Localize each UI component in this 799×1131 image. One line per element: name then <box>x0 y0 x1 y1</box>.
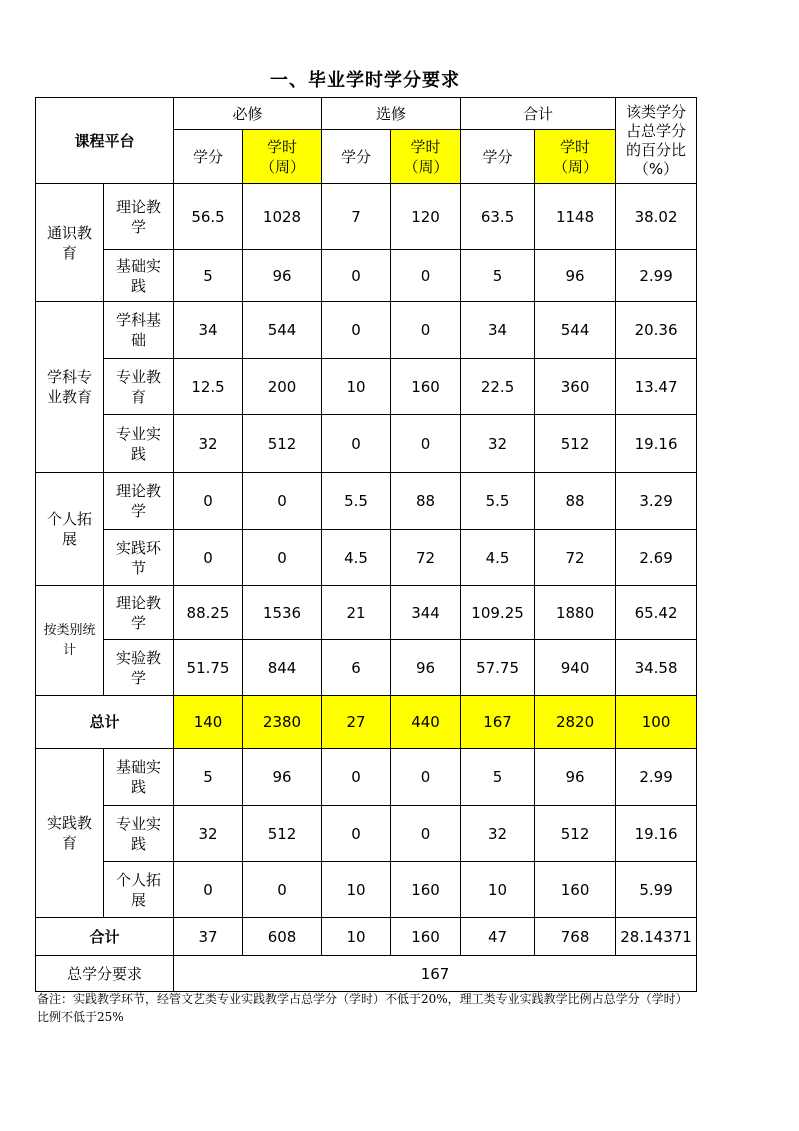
cell: 2820 <box>535 696 616 749</box>
elective-hours-header: 学时（周） <box>391 130 461 184</box>
footnote: 备注：实践教学环节，经管文艺类专业实践教学占总学分（学时）不低于20%，理工类专业实践教学比例占总学分（学时）比例不低于25% <box>37 992 688 1024</box>
cell: 4.5 <box>461 530 535 586</box>
cell: 0 <box>243 473 322 530</box>
table-row <box>36 862 697 918</box>
cell: 0 <box>322 415 391 473</box>
row-label: 理论教学 <box>104 184 174 250</box>
cell: 140 <box>174 696 243 749</box>
table-row <box>36 473 697 530</box>
cell: 3.29 <box>616 473 697 530</box>
total-credits-row <box>36 956 697 992</box>
cell: 19.16 <box>616 415 697 473</box>
cell: 2.69 <box>616 530 697 586</box>
cell: 0 <box>322 749 391 806</box>
cell: 27 <box>322 696 391 749</box>
cell: 88 <box>535 473 616 530</box>
cell: 32 <box>174 415 243 473</box>
cell: 544 <box>243 302 322 359</box>
cell: 7 <box>322 184 391 250</box>
cell: 608 <box>243 918 322 956</box>
cell: 512 <box>535 806 616 862</box>
required-credit-header: 学分 <box>174 130 243 184</box>
cell: 0 <box>174 862 243 918</box>
cell: 5 <box>461 250 535 302</box>
cell: 5 <box>174 250 243 302</box>
cell: 940 <box>535 640 616 696</box>
cell: 28.14371 <box>616 918 697 956</box>
credit-requirements-table <box>35 97 697 992</box>
cell: 10 <box>461 862 535 918</box>
cell: 57.75 <box>461 640 535 696</box>
cell: 160 <box>391 862 461 918</box>
practice-total-label: 合计 <box>36 918 174 956</box>
cell: 512 <box>243 415 322 473</box>
cell: 4.5 <box>322 530 391 586</box>
table-row <box>36 586 697 640</box>
platform-header: 课程平台 <box>36 98 174 184</box>
cell: 51.75 <box>174 640 243 696</box>
cell: 440 <box>391 696 461 749</box>
table-row <box>36 640 697 696</box>
cell: 96 <box>535 749 616 806</box>
grand-total-label: 总计 <box>36 696 174 749</box>
cell: 63.5 <box>461 184 535 250</box>
cell: 5.5 <box>461 473 535 530</box>
cell: 344 <box>391 586 461 640</box>
cell: 0 <box>391 415 461 473</box>
cell: 360 <box>535 359 616 415</box>
cell: 1536 <box>243 586 322 640</box>
cell: 0 <box>391 250 461 302</box>
cell: 88 <box>391 473 461 530</box>
row-label: 理论教学 <box>104 586 174 640</box>
cell: 21 <box>322 586 391 640</box>
cell: 120 <box>391 184 461 250</box>
cell: 96 <box>535 250 616 302</box>
cell: 0 <box>322 302 391 359</box>
cell: 160 <box>391 359 461 415</box>
group-major: 学科专业教育 <box>36 302 104 473</box>
cell: 0 <box>243 530 322 586</box>
row-label: 基础实践 <box>104 250 174 302</box>
cell: 0 <box>174 473 243 530</box>
cell: 32 <box>461 415 535 473</box>
cell: 32 <box>461 806 535 862</box>
cell: 38.02 <box>616 184 697 250</box>
row-label: 学科基础 <box>104 302 174 359</box>
cell: 5 <box>461 749 535 806</box>
cell: 37 <box>174 918 243 956</box>
cell: 1028 <box>243 184 322 250</box>
cell: 0 <box>391 749 461 806</box>
cell: 65.42 <box>616 586 697 640</box>
group-bytype: 按类别统计 <box>36 586 104 696</box>
row-label: 专业实践 <box>104 415 174 473</box>
cell: 2380 <box>243 696 322 749</box>
table-row <box>36 749 697 806</box>
cell: 6 <box>322 640 391 696</box>
cell: 96 <box>243 749 322 806</box>
cell: 167 <box>461 696 535 749</box>
row-label: 实践环节 <box>104 530 174 586</box>
cell: 1880 <box>535 586 616 640</box>
group-general: 通识教育 <box>36 184 104 302</box>
cell: 72 <box>535 530 616 586</box>
cell: 100 <box>616 696 697 749</box>
total-hours-header: 学时（周） <box>535 130 616 184</box>
cell: 544 <box>535 302 616 359</box>
percent-header: 该类学分占总学分的百分比（%） <box>616 98 697 184</box>
cell: 200 <box>243 359 322 415</box>
row-label: 理论教学 <box>104 473 174 530</box>
row-label: 个人拓展 <box>104 862 174 918</box>
cell: 2.99 <box>616 250 697 302</box>
cell: 0 <box>391 302 461 359</box>
cell: 160 <box>535 862 616 918</box>
table-row <box>36 530 697 586</box>
group-personal: 个人拓展 <box>36 473 104 586</box>
table-row <box>36 415 697 473</box>
cell: 34 <box>174 302 243 359</box>
cell: 13.47 <box>616 359 697 415</box>
table-row <box>36 250 697 302</box>
cell: 5.5 <box>322 473 391 530</box>
cell: 0 <box>322 250 391 302</box>
total-credits-value: 167 <box>174 956 697 992</box>
cell: 22.5 <box>461 359 535 415</box>
total-header: 合计 <box>461 98 616 130</box>
cell: 72 <box>391 530 461 586</box>
cell: 1148 <box>535 184 616 250</box>
cell: 56.5 <box>174 184 243 250</box>
cell: 10 <box>322 918 391 956</box>
cell: 2.99 <box>616 749 697 806</box>
cell: 96 <box>391 640 461 696</box>
table-row <box>36 359 697 415</box>
total-credits-label: 总学分要求 <box>36 956 174 992</box>
cell: 10 <box>322 359 391 415</box>
cell: 768 <box>535 918 616 956</box>
required-header: 必修 <box>174 98 322 130</box>
cell: 0 <box>174 530 243 586</box>
grand-total-row <box>36 696 697 749</box>
cell: 512 <box>535 415 616 473</box>
cell: 20.36 <box>616 302 697 359</box>
cell: 12.5 <box>174 359 243 415</box>
cell: 96 <box>243 250 322 302</box>
cell: 88.25 <box>174 586 243 640</box>
cell: 10 <box>322 862 391 918</box>
table-row <box>36 806 697 862</box>
row-label: 专业实践 <box>104 806 174 862</box>
page-title: 一、毕业学时学分要求 <box>270 70 460 91</box>
cell: 5.99 <box>616 862 697 918</box>
cell: 19.16 <box>616 806 697 862</box>
elective-credit-header: 学分 <box>322 130 391 184</box>
cell: 512 <box>243 806 322 862</box>
cell: 0 <box>322 806 391 862</box>
cell: 34.58 <box>616 640 697 696</box>
table-row <box>36 184 697 250</box>
table-row <box>36 302 697 359</box>
group-practice: 实践教育 <box>36 749 104 918</box>
total-credit-header: 学分 <box>461 130 535 184</box>
cell: 109.25 <box>461 586 535 640</box>
cell: 34 <box>461 302 535 359</box>
elective-header: 选修 <box>322 98 461 130</box>
practice-total-row <box>36 918 697 956</box>
cell: 0 <box>391 806 461 862</box>
required-hours-header: 学时（周） <box>243 130 322 184</box>
row-label: 基础实践 <box>104 749 174 806</box>
cell: 844 <box>243 640 322 696</box>
cell: 160 <box>391 918 461 956</box>
cell: 47 <box>461 918 535 956</box>
cell: 5 <box>174 749 243 806</box>
row-label: 专业教育 <box>104 359 174 415</box>
row-label: 实验教学 <box>104 640 174 696</box>
cell: 32 <box>174 806 243 862</box>
cell: 0 <box>243 862 322 918</box>
